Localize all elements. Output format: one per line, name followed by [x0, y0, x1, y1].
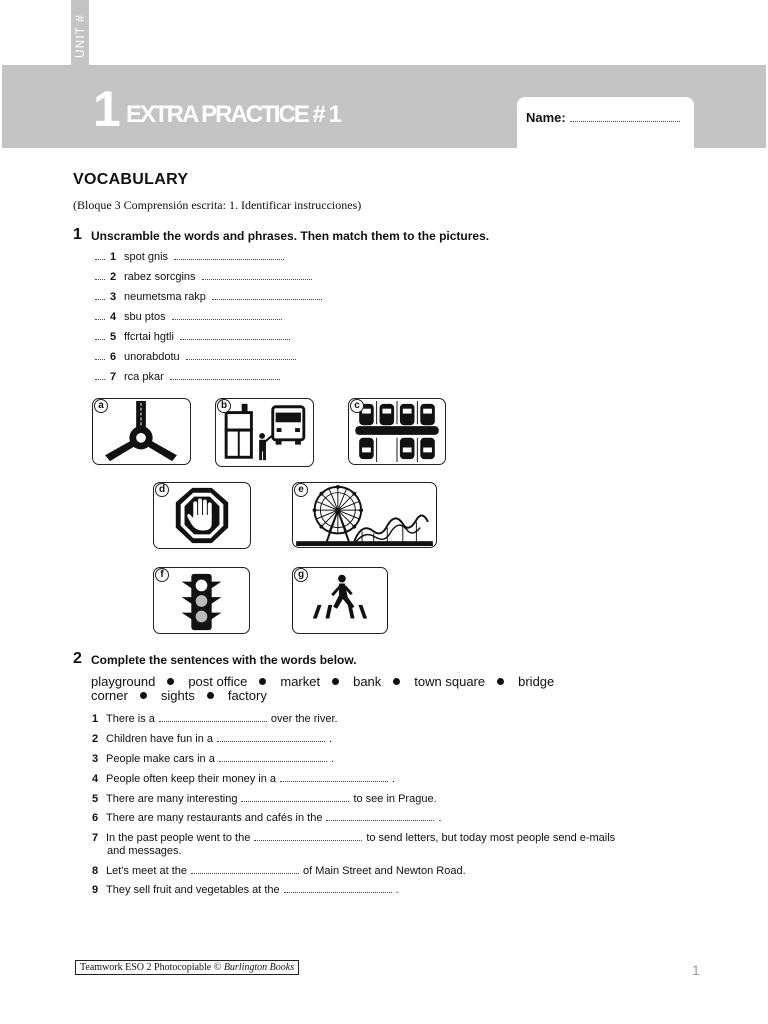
scrambled-word: unorabdotu — [124, 351, 180, 363]
exercise-2-instruction: Complete the sentences with the words below. — [91, 653, 357, 667]
answer-line[interactable] — [254, 840, 362, 841]
word-bank-row-1 — [91, 674, 566, 689]
item-number: 5 — [110, 331, 117, 343]
word-bank-item: bridge — [518, 674, 555, 689]
section-subtitle: (Bloque 3 Comprensión escrita: 1. Identificar instrucciones) — [73, 198, 362, 212]
sentence-text: There are many restaurants and cafés in the — [106, 812, 323, 824]
list-item — [95, 251, 284, 265]
match-blank[interactable] — [95, 339, 105, 340]
page-number: 1 — [692, 962, 700, 978]
item-number: 4 — [110, 311, 117, 323]
amusement-park-picture — [292, 482, 437, 548]
word-bank-item: market — [280, 674, 321, 689]
answer-line[interactable] — [241, 801, 349, 802]
sentence-number: 6 — [92, 812, 99, 824]
sentence-number: 9 — [92, 884, 99, 896]
scrambled-word: spot gnis — [124, 251, 169, 263]
item-number: 2 — [110, 271, 117, 283]
bullet — [207, 692, 214, 699]
sentence-number: 4 — [92, 773, 99, 785]
picture-label-g: g — [294, 568, 308, 582]
match-blank[interactable] — [95, 279, 105, 280]
list-item — [95, 331, 290, 345]
bus-stop-icon — [216, 399, 313, 466]
word-bank-item: sights — [160, 688, 195, 703]
list-item — [95, 351, 296, 365]
sentence-text: . — [438, 812, 442, 824]
bullet — [140, 692, 147, 699]
word-bank-item: bank — [353, 674, 382, 689]
sentence-item — [92, 753, 652, 766]
footer-brand: Burlington Books — [223, 962, 295, 973]
word-bank-row-2 — [91, 688, 279, 703]
answer-line[interactable] — [326, 820, 434, 821]
item-number: 1 — [110, 251, 117, 263]
copyright-footer — [75, 960, 299, 975]
answer-line[interactable] — [212, 299, 322, 300]
sentence-number: 3 — [92, 753, 99, 765]
sentence-text: . — [330, 753, 334, 765]
sentence-text: to send letters, but today most people send e-mails — [366, 832, 616, 844]
sentence-item — [92, 865, 652, 878]
list-item — [95, 291, 322, 305]
answer-line[interactable] — [191, 873, 299, 874]
item-number: 6 — [110, 351, 117, 363]
scrambled-word: rabez sorcgins — [124, 271, 196, 283]
picture-label-a: a — [94, 399, 108, 413]
sentence-text: to see in Prague. — [353, 793, 437, 805]
sentence-item — [92, 733, 652, 746]
match-blank[interactable] — [95, 359, 105, 360]
sentence-text: There are many interesting — [106, 793, 238, 805]
sentence-item — [92, 793, 652, 806]
name-field[interactable] — [570, 121, 680, 122]
sentence-number: 1 — [92, 713, 99, 725]
ferris-wheel-icon — [293, 483, 436, 547]
sentence-text: People make cars in a — [106, 753, 215, 765]
picture-label-f: f — [155, 568, 169, 582]
sentence-item — [92, 832, 652, 858]
sentence-text: They sell fruit and vegetables at the — [106, 884, 280, 896]
word-bank-item: factory — [227, 688, 267, 703]
answer-line[interactable] — [186, 359, 296, 360]
answer-line[interactable] — [219, 761, 327, 762]
sentence-number: 7 — [92, 832, 99, 844]
sentence-text: Let's meet at the — [106, 865, 187, 877]
picture-label-b: b — [217, 399, 231, 413]
bullet — [167, 678, 174, 685]
name-label: Name: — [526, 110, 566, 125]
answer-line[interactable] — [174, 259, 284, 260]
scrambled-word: rca pkar — [124, 371, 164, 383]
scrambled-word: neumetsma rakp — [124, 291, 206, 303]
picture-label-c: c — [350, 399, 364, 413]
sentence-item — [92, 884, 652, 897]
bullet — [497, 678, 504, 685]
exercise-1-instruction: Unscramble the words and phrases. Then match them to the pictures. — [91, 229, 490, 243]
roundabout-icon — [93, 399, 190, 464]
answer-line[interactable] — [159, 721, 267, 722]
answer-line[interactable] — [172, 319, 282, 320]
footer-text: Teamwork ESO 2 Photocopiable © — [80, 962, 224, 973]
match-blank[interactable] — [95, 259, 105, 260]
list-item — [95, 371, 280, 385]
sentence-text: Children have fun in a — [106, 733, 214, 745]
sentence-number: 2 — [92, 733, 99, 745]
word-bank-item: post office — [188, 674, 248, 689]
section-heading: VOCABULARY — [73, 171, 189, 188]
sentence-text: of Main Street and Newton Road. — [302, 865, 466, 877]
sentence-text: There is a — [106, 713, 155, 725]
sentence-text: . — [329, 733, 333, 745]
unit-number: 1 — [93, 81, 119, 137]
bullet — [332, 678, 339, 685]
item-number: 3 — [110, 291, 117, 303]
sentence-item — [92, 713, 652, 726]
sentence-text-continued: and messages. — [107, 845, 182, 857]
sentence-text: over the river. — [270, 713, 338, 725]
item-number: 7 — [110, 371, 117, 383]
page-title: EXTRA PRACTICE # 1 — [126, 101, 340, 128]
match-blank[interactable] — [95, 299, 105, 300]
sentence-text: . — [392, 773, 396, 785]
sentence-number: 8 — [92, 865, 99, 877]
picture-label-e: e — [294, 483, 308, 497]
sentence-item — [92, 812, 652, 825]
sentence-text: In the past people went to the — [106, 832, 251, 844]
match-blank[interactable] — [95, 379, 105, 380]
sentence-item — [92, 773, 652, 786]
answer-line[interactable] — [180, 339, 290, 340]
answer-line[interactable] — [284, 892, 392, 893]
word-bank-item: town square — [414, 674, 486, 689]
scrambled-word: sbu ptos — [124, 311, 166, 323]
list-item — [95, 271, 312, 285]
exercise-2-number: 2 — [73, 650, 82, 667]
picture-label-d: d — [155, 483, 169, 497]
scrambled-word: ffcrtai hgtli — [124, 331, 174, 343]
answer-line[interactable] — [170, 379, 280, 380]
list-item — [95, 311, 282, 325]
answer-line[interactable] — [217, 741, 325, 742]
match-blank[interactable] — [95, 319, 105, 320]
sentence-text: . — [395, 884, 399, 896]
word-bank-item: corner — [91, 688, 128, 703]
answer-line[interactable] — [280, 781, 388, 782]
bullet — [259, 678, 266, 685]
name-box — [517, 97, 694, 150]
word-bank-item: playground — [91, 674, 156, 689]
answer-line[interactable] — [202, 279, 312, 280]
exercise-1-number: 1 — [73, 226, 82, 243]
sentence-text: People often keep their money in a — [106, 773, 277, 785]
bullet — [393, 678, 400, 685]
unit-label: UNIT # — [73, 14, 87, 58]
sentence-number: 5 — [92, 793, 99, 805]
